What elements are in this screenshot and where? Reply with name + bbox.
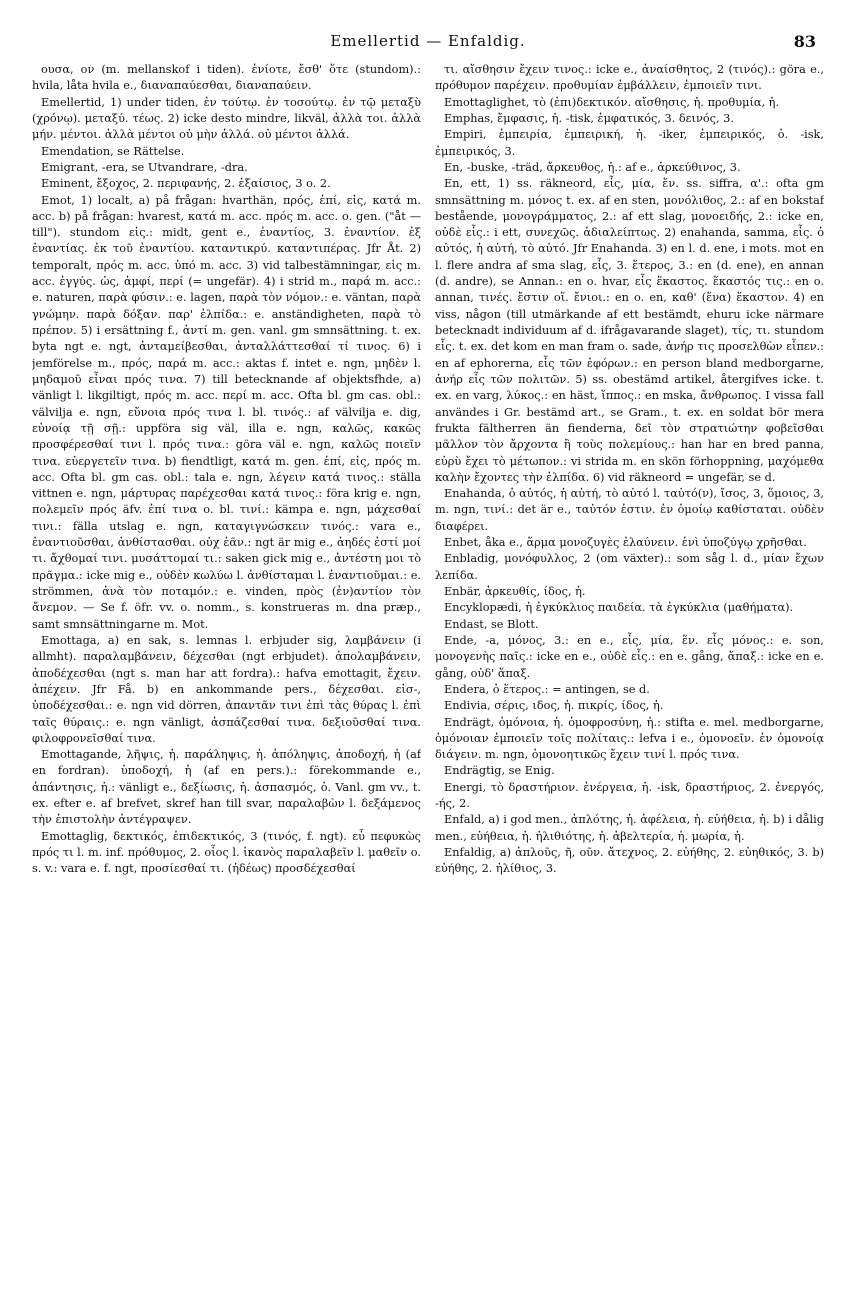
dictionary-entry: Emot, 1) localt, a) på frågan: hvarthän, πρός, ἐπί, εἰς, κατά m. acc. b) på frågan: hvarest, κατά m. acc. πρός m. acc. o. gen. ("åt — till"). stundom εἰς.: midt, gent e., ἐναντίος, 3. ἐναντίον. ἐξ ἐναντίας. ἐκ τοῦ ἐναντίου. καταντικρύ. καταντιπέρας. Jfr Åt. 2) temporalt, πρός m. acc. ὑπό m. acc. 3) vid talbestämningar, εἰς m. acc. ἐγγύς. ὡς, ἀμφί, περί (= ungefär). 4) i strid m., παρά m. acc.: e. naturen, παρὰ φύσιν.: e. lagen, παρὰ τὸν νόμον.: e. väntan, παρὰ γνώμην. παρὰ δόξαν. παρ' ἐλπίδα.: e. anständigheten, παρὰ τὸ πρέπον. 5) i ersättning f., ἀντί m. gen. vanl. gm smnsättning. t. ex. byta ngt e. ngt, ἀνταμείβεσθαι, ἀνταλλάττεσθαί τί τινος. 6) i jemförelse m., πρός, παρά m. acc.: aktas f. intet e. ngn, μηδὲν l. μηδαμοῦ εἶναι πρός τινα. 7) till betecknande af objektsfhde, a) vänligt l. likgiltigt, πρός m. acc. περί m. acc. Ofta bl. gm cas. obl.: välvilja e. ngn, εὔνοια πρός τινα l. bl. τινός.: af välvilja e. dig, εὐνοίᾳ τῇ σῇ.: uppföra sig väl, illa e. ngn, καλῶς, κακῶς προσφέρεσθαί τινι l. πρός τινα.: göra väl e. ngn, καλῶς ποιεῖν τινα. εὐεργετεῖν τινα. b) fiendtligt, κατά m. gen. ἐπί, εἰς, πρός m. acc. Ofta bl. gm cas. obl.: tala e. ngn, λέγειν κατά τινος.: ställa vittnen e. ngn, μάρτυρας παρέχεσθαι κατά τινος.: föra krig e. ngn, πολεμεῖν πρός äfv. ἐπί τινα o. bl. τινί.: kämpa e. ngn, μάχεσθαί τινι.: fälla utslag e. ngn, καταγιγνώσκειν τινός.: vara e., ἐναντιοῦσθαι, ἀνθίστασθαι. οὐχ ἐᾶν.: ngt är mig e., ἀηδές ἐστί μοί τι. ἄχθομαί τινι. μυσάττομαί τι.: saken gick mig e., ἀντέστη μοι τὸ πρᾶγμα.: icke mig e., οὐδὲν κωλύω l. ἀνθίσταμαι l. ἐναντιοῦμαι.: e. strömmen, ἀνὰ τὸν ποταμόν.: e. vinden, πρὸς (ἐν)αντίον τὸν ἄνεμον. — Se f. öfr. vv. o. nomm., s. konstrueras m. dna præp., samt smnsättningarne m. Mot.	[32, 193, 421, 631]
dictionary-entry: ουσα, ον (m. mellanskof i tiden). ἐνίοτε, ἔσθ' ὅτε (stundom).: hvila, låta hvila e., διαναπαύεσθαι, διαναπαύειν.	[32, 63, 421, 93]
dictionary-entry: Endivia, σέρις, ιδος, ἡ. πικρίς, ίδος, ἡ.	[444, 699, 664, 713]
dictionary-entry: En, -buske, -träd, ἄρκευθος, ἡ.: af e., ἀρκεύθινος, 3.	[444, 160, 741, 174]
right-column	[435, 62, 824, 1287]
dictionary-entry: Enbladig, μονόφυλλος, 2 (om växter).: som såg l. d., μίαν ἔχων λεπίδα.	[435, 552, 824, 582]
dictionary-entry: Enahanda, ὁ αὐτός, ἡ αὐτή, τὸ αὐτό l. ταὐτό(ν), ἴσος, 3, ὅμοιος, 3, m. ngn, τινί.: det är e., ταὐτόν ἐστιν. ἐν ὁμοίῳ καθίσταται. οὐδὲν διαφέρει.	[435, 487, 824, 533]
dictionary-entry: Emigrant, -era, se Utvandrare, -dra.	[41, 160, 248, 174]
dictionary-entry: Endrägtig, se Enig.	[444, 764, 555, 778]
dictionary-entry: Emphas, ἔμφασις, ἡ. -tisk, ἐμφατικός, 3. δεινός, 3.	[444, 111, 734, 125]
page-number: 83	[793, 32, 816, 51]
dictionary-entry: Emellertid, 1) under tiden, ἐν τούτῳ. ἐν τοσούτῳ. ἐν τῷ μεταξὺ (χρόνῳ). μεταξύ. τέως. 2) icke desto mindre, likväl, ἀλλὰ τοι. ἀλλὰ μήν. μέντοι. ἀλλὰ μέντοι οὐ μὴν ἀλλά. οὐ μέντοι ἀλλά.	[32, 95, 421, 142]
left-column	[32, 62, 421, 1287]
dictionary-entry: Enfald, a) i god men., ἁπλότης, ἡ. ἀφέλεια, ἡ. εὐήθεια, ἡ. b) i dålig men., εὐήθεια, ἡ. ἠλιθιότης, ἡ. ἀβελτερία, ἡ. μωρία, ἡ.	[435, 813, 824, 843]
dictionary-entry: Emottaglig, δεκτικός, ἐπιδεκτικός, 3 (τινός, f. ngt). εὖ πεφυκὼς πρός τι l. m. inf. πρόθυμος, 2. οἷος l. ἱκανὸς παραλαβεῖν l. μαθεῖν o. s. v.: vara e. f. ngt, προσίεσθαί τι. (ἡδέως) προσδέχεσθαί	[32, 829, 421, 876]
dictionary-entry: En, ett, 1) ss. räkneord, εἷς, μία, ἕν. ss. siffra, α'.: ofta gm smnsättning m. μόνος t. ex. af en sten, μονόλιθος, 2.: af en bokstaf bestående, μονογράμματος, 2.: af ett slag, μονοειδής, 2.: icke en, οὐδὲ εἷς.: i ett, συνεχῶς. ἀδιαλείπτως. 2) enahanda, samma, εἷς. ὁ αὐτός, ἡ αὐτή, τὸ αὐτό. Jfr Enahanda. 3) en l. d. ene, i mots. mot en l. flere andra af sma slag, εἷς, 3. ἕτερος, 3.: en (d. ene), en annan (d. andre), se Annan.: en o. hvar, εἷς ἕκαστος. ἕκαστός τις.: en o. annan, τινές. ἔστιν οἵ. ἔνιοι.: en o. en, καθ' (ἕνα) ἕκαστον. 4) en viss, någon (till utmärkande af ett bestämdt, ehuru icke närmare betecknadt individuum af d. ifrågavarande slaget), τίς, τι. stundom εἷς. t. ex. det kom en man fram o. sade, ἀνήρ τις προσελθὼν εἶπεν.: en af ephorerna, εἷς τῶν ἐφόρων.: en person bland medborgarne, ἀνήρ εἷς τῶν πολιτῶν. 5) ss. obestämd artikel, återgifves icke. t. ex. en varg, λύκος.: en häst, ἵππος.: en mska, ἄνθρωπος. I vissa fall användes i Gr. bestämd art., se Gram., t. ex. en soldat bör mera frukta fältherren än fienderna, δεῖ τὸν στρατιώτην φοβεῖσθαι μᾶλλον τὸν ἄρχοντα ἢ τοὺς πολεμίους.: han har en bred panna, εὐρὺ ἔχει τὸ μέτωπον.: vi strida m. en skön förhoppning, μαχόμεθα καλὴν ἔχοντες τὴν ἐλπίδα. 6) vid räkneord = ungefär, se d.	[435, 177, 824, 484]
dictionary-entry: Eminent, ἔξοχος, 2. περιφανής, 2. ἐξαίσιος, 3 o. 2.	[41, 177, 331, 191]
dictionary-entry: Enbet, åka e., ἅρμα μονοζυγὲς ἐλαύνειν. ἑνὶ ὑποζύγῳ χρῆσθαι.	[444, 536, 807, 550]
running-head: Emellertid — Enfaldig.	[330, 32, 526, 50]
dictionary-entry: τι. αἴσθησιν ἔχειν τινος.: icke e., ἀναίσθητος, 2 (τινός).: göra e., πρόθυμον παρέχειν. προθυμίαν ἐμβάλλειν, ἐμποιεῖν τινι.	[435, 63, 824, 93]
dictionary-entry: Energi, τὸ δραστήριον. ἐνέργεια, ἡ. -isk, δραστήριος, 2. ἐνεργός, -ής, 2.	[435, 780, 824, 811]
dictionary-columns	[32, 62, 824, 1287]
dictionary-entry: Emottaglighet, τὸ (ἐπι)δεκτικόν. αἴσθησις, ἡ. προθυμία, ἡ.	[444, 95, 780, 109]
dictionary-entry: Encyklopædi, ἡ ἐγκύκλιος παιδεία. τὰ ἐγκύκλια (μαθήματα).	[444, 601, 794, 615]
dictionary-entry: Endrägt, ὁμόνοια, ἡ. ὁμοφροσύνη, ἡ.: stifta e. mel. medborgarne, ὁμόνοιαν ἐμποιεῖν τοῖς πολίταις.: lefva i e., ὁμονοεῖν. ἐν ὁμονοίᾳ διάγειν. m. ngn, ὁμονοητικῶς ἔχειν τινί l. πρός τινα.	[435, 715, 824, 762]
dictionary-entry: Empiri, ἐμπειρία, ἐμπειρική, ἡ. -iker, ἐμπειρικός, ὁ. -isk, ἐμπειρικός, 3.	[435, 128, 824, 158]
dictionary-entry: Enbär, ἀρκευθίς, ίδος, ἡ.	[444, 585, 586, 598]
dictionary-entry: Emottagande, λῆψις, ἡ. παράληψις, ἡ. ἀπόληψις, ἀποδοχή, ἡ (af en fordran). ὑποδοχή, ἡ (af en pers.).: förekommande e., ἀπάντησις, ἡ.: vänligt e., δεξίωσις, ἡ. ἀσπασμός, ὁ. Vanl. gm vv., t. ex. efter e. af brefvet, skref han till svar, παραλαβὼν l. δεξάμενος τὴν ἐπιστολὴν ἀντέγραψεν.	[32, 748, 421, 827]
dictionary-entry: Emendation, se Rättelse.	[41, 144, 185, 158]
dictionary-entry: Emottaga, a) en sak, s. lemnas l. erbjuder sig, λαμβάνειν (i allmht). παραλαμβάνειν, δέχεσθαι (ngt erbjudet). ἀπολαμβάνειν, ἀποδέχεσθαι (ngt s. man har att fordra).: hafva emottagit, ἔχειν. ἀπέχειν. Jfr Få. b) en ankommande pers., δέχεσθαι. εἰσ-, ὑποδέχεσθαι.: e. ngn vid dörren, ἀπαντᾶν τινι ἐπὶ τὰς θύρας l. ἐπὶ ταῖς θύραις.: e. ngn vänligt, ἀσπάζεσθαί τινα. δεξιοῦσθαί τινα. φιλοφρονεῖσθαί τινα.	[32, 633, 421, 745]
dictionary-entry: Endast, se Blott.	[444, 617, 539, 631]
page-header	[40, 32, 816, 54]
dictionary-entry: Endera, ὁ ἕτερος.: = antingen, se d.	[444, 682, 650, 696]
dictionary-entry: Enfaldig, a) ἁπλοῦς, ῆ, οῦν. ἄτεχνος, 2. εὐήθης, 2. εὐηθικός, 3. b) εὐήθης, 2. ἠλίθιος, 3.	[435, 846, 824, 876]
dictionary-entry: Ende, -a, μόνος, 3.: en e., εἷς, μία, ἕν. εἷς μόνος.: e. son, μονογενὴς παῖς.: icke en e., οὐδὲ εἷς.: en e. gång, ἅπαξ.: icke en e. gång, οὐδ' ἅπαξ.	[435, 633, 824, 680]
